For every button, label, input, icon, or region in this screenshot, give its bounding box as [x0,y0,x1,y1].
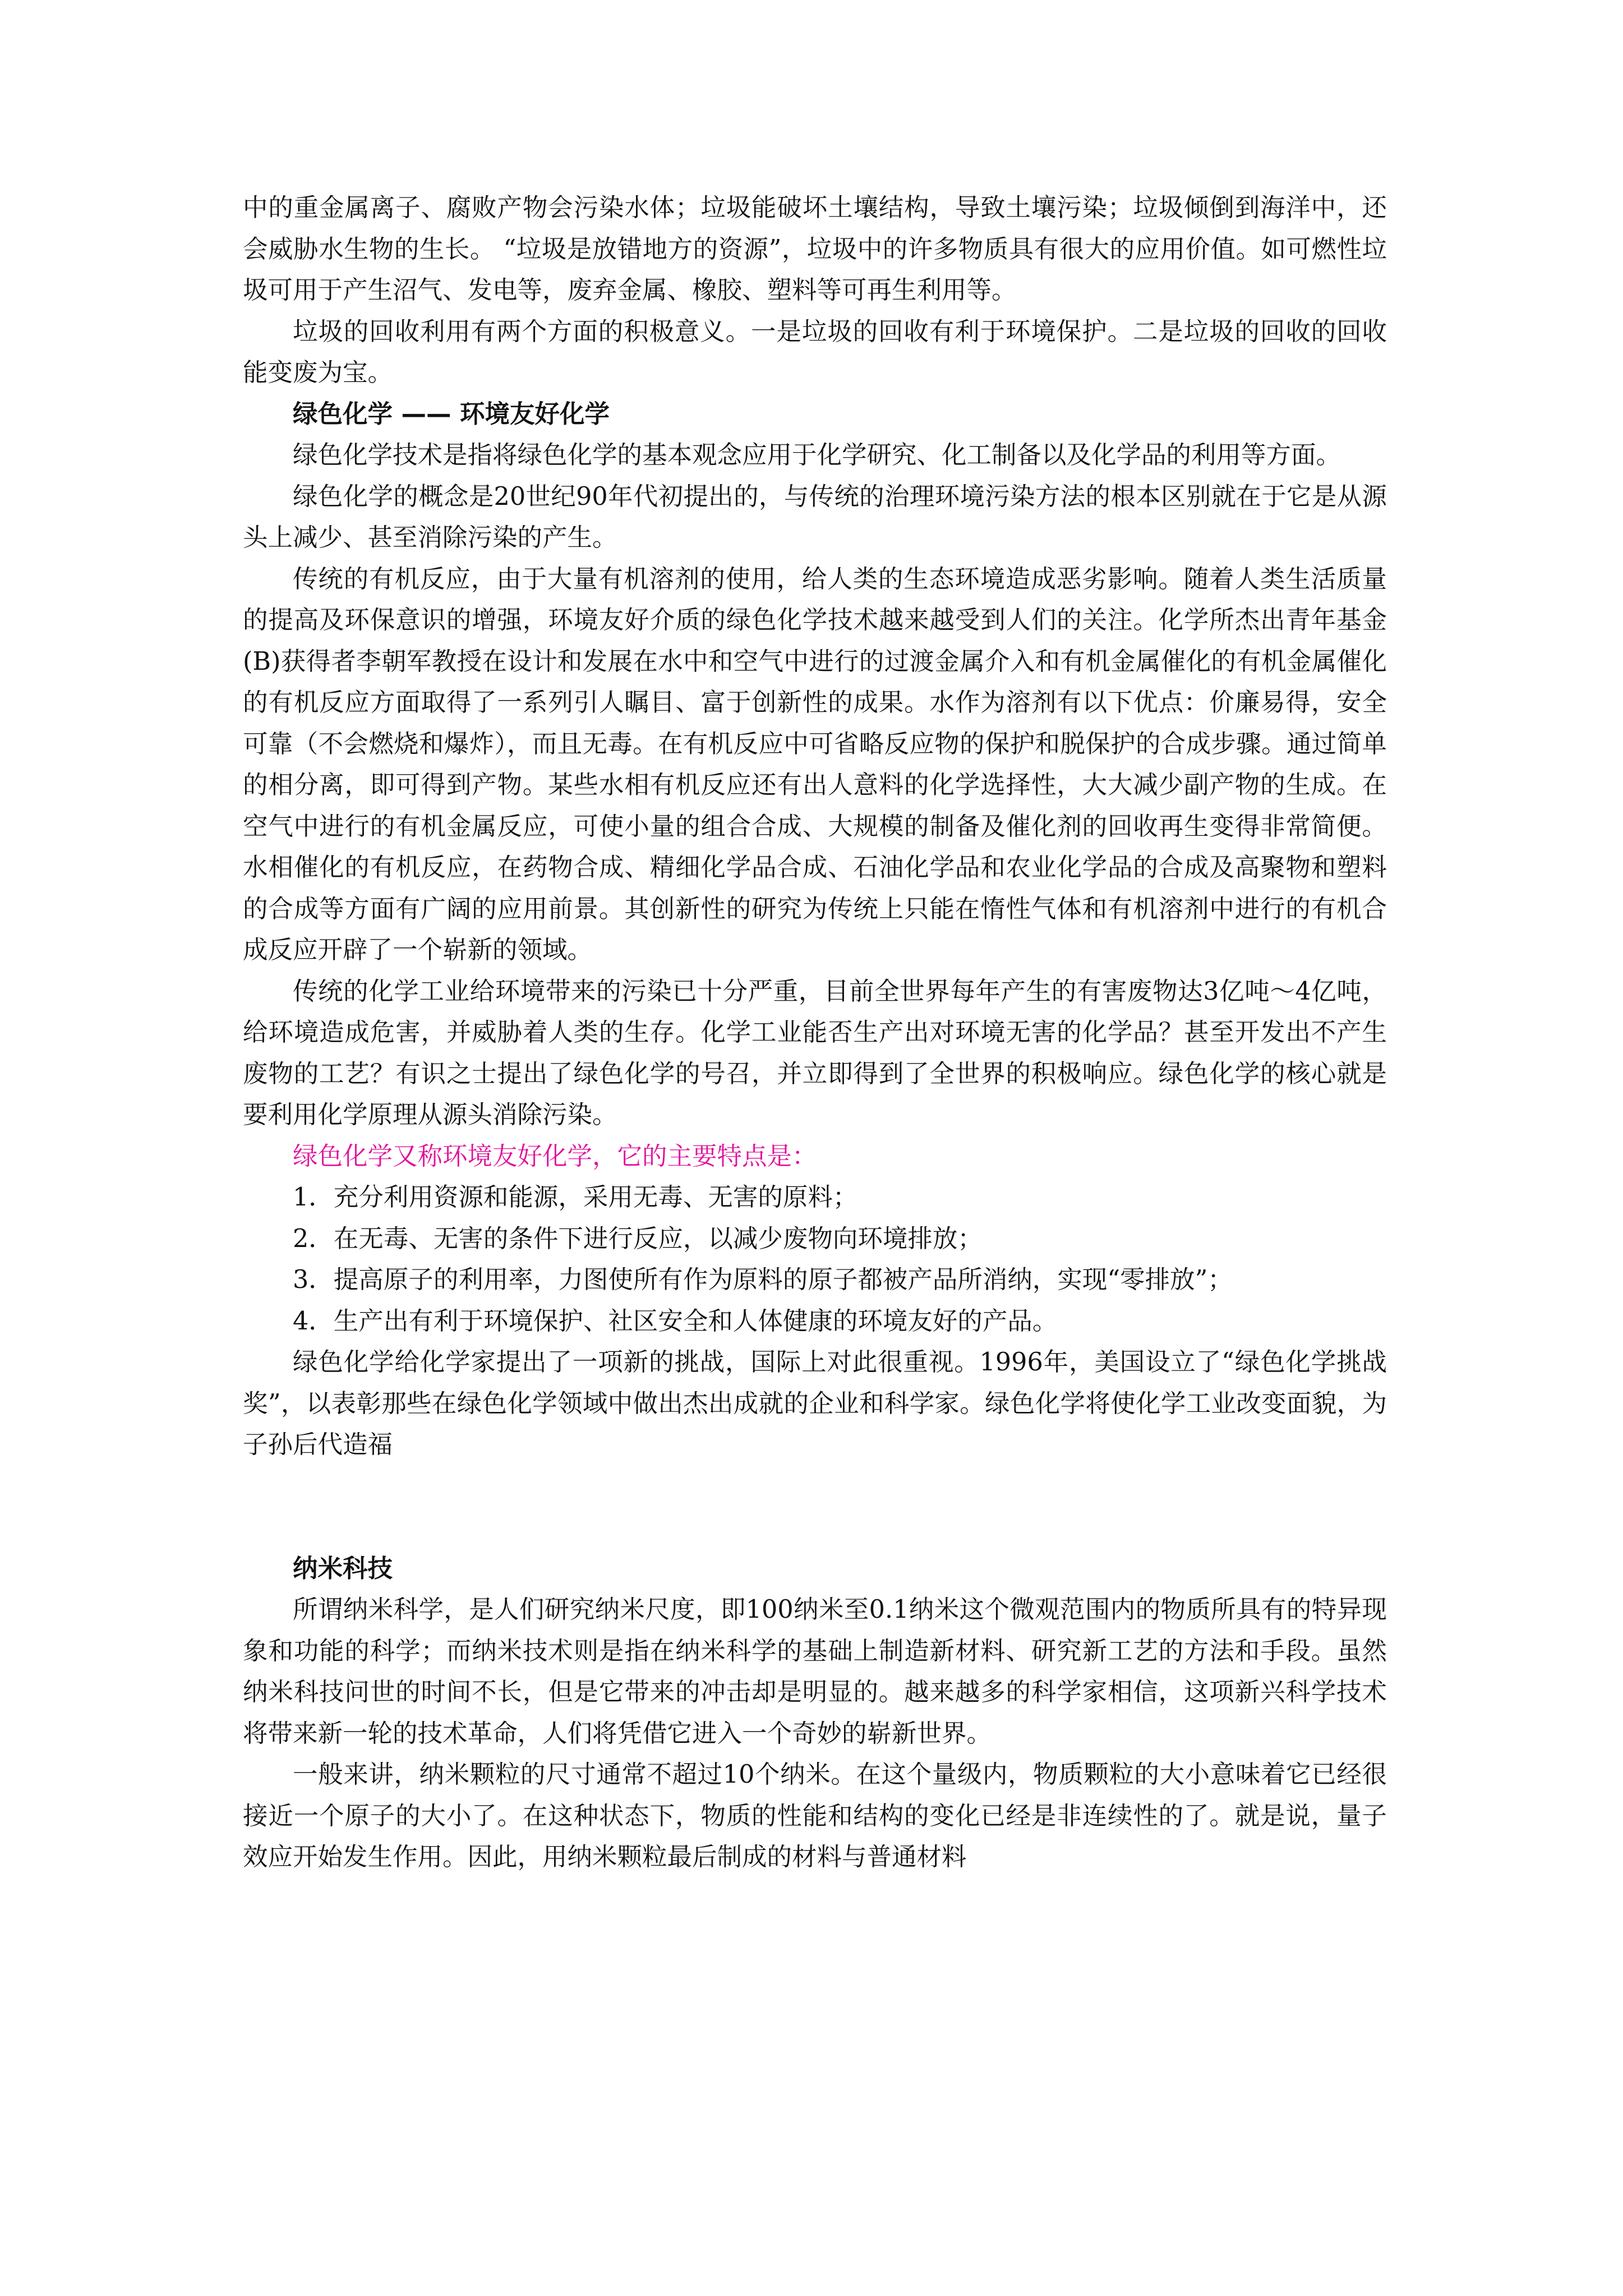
section-heading-green-chemistry: 绿色化学 —— 环境友好化学 [293,399,610,429]
feature-item-2: 2．在无毒、无害的条件下进行反应，以减少废物向环境排放； [293,1224,983,1253]
paragraph-features-intro: 绿色化学又称环境友好化学，它的主要特点是： [293,1142,817,1171]
paragraph-nano-definition: 所谓纳米科学，是人们研究纳米尺度，即100纳米至0.1纳米这个微观范围内的物质所具有的特异现象和功能的科学；而纳米技术则是指在纳米科学的基础上制造新材料、研究新工艺的方法和手段。虽然纳米科技问世的时间不长，但是它带来的冲击却是明显的。越来越多的科学家相信，这项新兴科学技术将带来新一轮的技术革命，人们将凭借它进入一个奇妙的崭新世界。 [243,1595,1387,1748]
paragraph-challenge: 绿色化学给化学家提出了一项新的挑战，国际上对此很重视。1996年，美国设立了“绿色化学挑战奖”，以表彰那些在绿色化学领域中做出杰出成就的企业和科学家。绿色化学将使化学工业改变面貌，为子孙后代造福 [243,1348,1387,1459]
feature-item-3: 3．提高原子的利用率，力图使所有作为原料的原子都被产品所消纳，实现“零排放”； [293,1266,1233,1294]
paragraph-recycling: 垃圾的回收利用有两个方面的积极意义。一是垃圾的回收有利于环境保护。二是垃圾的回收的回收能变废为宝。 [243,317,1387,387]
paragraph-chemical-industry: 传统的化学工业给环境带来的污染已十分严重，目前全世界每年产生的有害废物达3亿吨～4亿吨，给环境造成危害，并威胁着人类的生存。化学工业能否生产出对环境无害的化学品？甚至开发出不产生废物的工艺？有识之士提出了绿色化学的号召，并立即得到了全世界的积极响应。绿色化学的核心就是要利用化学原理从源头消除污染。 [243,977,1387,1129]
paragraph-organic-reactions: 传统的有机反应，由于大量有机溶剂的使用，给人类的生态环境造成恶劣影响。随着人类生活质量的提高及环保意识的增强，环境友好介质的绿色化学技术越来越受到人们的关注。化学所杰出青年基金(B)获得者李朝军教授在设计和发展在水中和空气中进行的过渡金属介入和有机金属催化的有机金属催化的有机反应方面取得了一系列引人瞩目、富于创新性的成果。水作为溶剂有以下优点：价廉易得，安全可靠（不会燃烧和爆炸），而且无毒。在有机反应中可省略反应物的保护和脱保护的合成步骤。通过简单的相分离，即可得到产物。某些水相有机反应还有出人意料的化学选择性，大大减少副产物的生成。在空气中进行的有机金属反应，可使小量的组合合成、大规模的制备及催化剂的回收再生变得非常简便。水相催化的有机反应，在药物合成、精细化学品合成、石油化学品和农业化学品的合成及高聚物和塑料的合成等方面有广阔的应用前景。其创新性的研究为传统上只能在惰性气体和有机溶剂中进行的有机合成反应开辟了一个崭新的领域。 [243,564,1387,964]
paragraph-green-concept: 绿色化学的概念是20世纪90年代初提出的，与传统的治理环境污染方法的根本区别就在于它是从源头上减少、甚至消除污染的产生。 [243,482,1387,552]
document-page [243,187,1387,1878]
paragraph-nano-size: 一般来讲，纳米颗粒的尺寸通常不超过10个纳米。在这个量级内，物质颗粒的大小意味着它已经很接近一个原子的大小了。在这种状态下，物质的性能和结构的变化已经是非连续性的了。就是说，量子效应开始发生作用。因此，用纳米颗粒最后制成的材料与普通材料 [243,1760,1387,1871]
paragraph-garbage-harm: 中的重金属离子、腐败产物会污染水体；垃圾能破坏土壤结构，导致土壤污染；垃圾倾倒到海洋中，还会威胁水生物的生长。 “垃圾是放错地方的资源”，垃圾中的许多物质具有很大的应用价值。如可燃性垃圾可用于产生沼气、发电等，废弃金属、橡胶、塑料等可再生利用等。 [243,194,1387,305]
feature-item-1: 1．充分利用资源和能源，采用无毒、无害的原料； [293,1183,858,1212]
feature-item-4: 4．生产出有利于环境保护、社区安全和人体健康的环境友好的产品。 [293,1306,1058,1336]
paragraph-green-tech: 绿色化学技术是指将绿色化学的基本观念应用于化学研究、化工制备以及化学品的利用等方面。 [293,441,1341,470]
section-heading-nanotech: 纳米科技 [293,1554,393,1583]
section-spacer [243,1466,1387,1548]
